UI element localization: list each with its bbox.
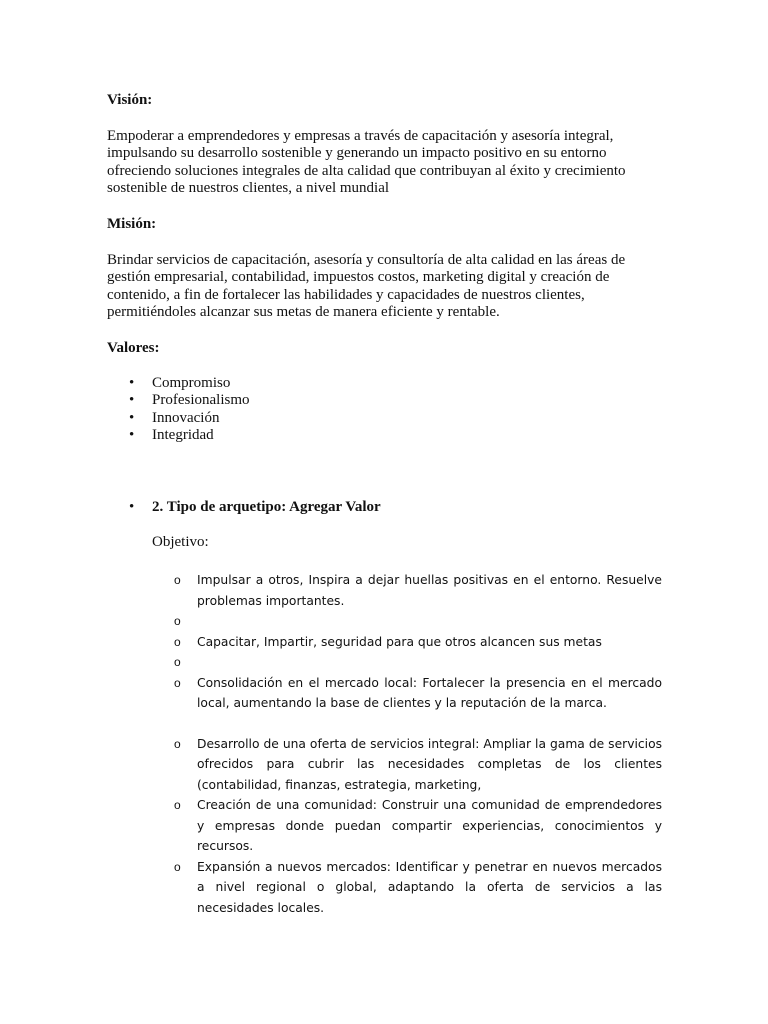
vision-paragraph: Empoderar a emprendedores y empresas a través de capacitación y asesoría integral, impulsando su desarrollo sostenible y generando un impacto positivo en su entorno ofreciendo soluciones integrales de alta calidad que contribuyan al éxito y crecimiento sostenible de nuestros clientes, a nivel mundial bbox=[107, 127, 626, 197]
objective-text: Capacitar, Impartir, seguridad para que otros alcancen sus metas bbox=[197, 634, 602, 649]
list-item-label: Compromiso bbox=[152, 374, 231, 391]
objectives-list bbox=[107, 570, 662, 918]
arquetipo-section bbox=[107, 499, 662, 517]
list-item bbox=[107, 632, 662, 653]
list-item bbox=[107, 427, 662, 445]
list-item bbox=[107, 857, 662, 919]
valores-heading: Valores: bbox=[107, 339, 160, 356]
list-item-label: Innovación bbox=[152, 409, 220, 426]
bullet-icon: • bbox=[129, 498, 135, 515]
list-item bbox=[107, 734, 662, 796]
vision-heading: Visión: bbox=[107, 92, 153, 108]
objective-text: Consolidación en el mercado local: Fortalecer la presencia en el mercado local, aumentando la base de clientes y la reputación de la marca. bbox=[197, 675, 662, 711]
circle-bullet-icon: o bbox=[174, 736, 181, 751]
list-item bbox=[107, 570, 662, 611]
circle-bullet-icon: o bbox=[174, 655, 181, 670]
objective-text: Impulsar a otros, Inspira a dejar huellas positivas en el entorno. Resuelve problemas importantes. bbox=[197, 573, 662, 608]
list-item-label: Profesionalismo bbox=[152, 392, 250, 409]
objective-text: Expansión a nuevos mercados: Identificar y penetrar en nuevos mercados a nivel regional o global, adaptando la oferta de servicios a las necesidades locales. bbox=[197, 859, 662, 915]
circle-bullet-icon: o bbox=[174, 634, 181, 649]
list-item bbox=[107, 392, 662, 410]
valores-list bbox=[107, 375, 662, 445]
objective-text: Desarrollo de una oferta de servicios integral: Ampliar la gama de servicios ofrecidos para cubrir las necesidades completas de los clientes (contabilidad, finanzas, estrategia, marketing, bbox=[197, 736, 662, 792]
list-item bbox=[107, 410, 662, 428]
list-item-label: Integridad bbox=[152, 427, 214, 444]
circle-bullet-icon: o bbox=[174, 614, 181, 629]
list-item bbox=[107, 611, 662, 632]
arquetipo-title: 2. Tipo de arquetipo: Agregar Valor bbox=[152, 498, 381, 515]
bullet-icon: • bbox=[129, 392, 135, 409]
bullet-icon: • bbox=[129, 374, 135, 391]
circle-bullet-icon: o bbox=[174, 859, 181, 874]
bullet-icon: • bbox=[129, 427, 135, 444]
list-item bbox=[107, 375, 662, 393]
bullet-icon: • bbox=[129, 409, 135, 426]
mision-heading: Misión: bbox=[107, 215, 157, 232]
objetivo-label: Objetivo: bbox=[152, 533, 209, 550]
circle-bullet-icon: o bbox=[174, 675, 181, 690]
circle-bullet-icon: o bbox=[174, 798, 181, 813]
list-item bbox=[107, 673, 662, 714]
objective-text: Creación de una comunidad: Construir una comunidad de emprendedores y empresas donde puedan compartir experiencias, conocimientos y recursos. bbox=[197, 798, 662, 854]
list-item bbox=[107, 652, 662, 673]
circle-bullet-icon: o bbox=[174, 573, 181, 588]
list-item bbox=[107, 795, 662, 857]
mision-paragraph: Brindar servicios de capacitación, asesoría y consultoría de alta calidad en las áreas de gestión empresarial, contabilidad, impuestos costos, marketing digital y creación de contenido, a fin de fortalecer las habilidades y capacidades de nuestros clientes, permitiéndoles alcanzar sus metas de manera eficiente y rentable. bbox=[107, 251, 626, 321]
